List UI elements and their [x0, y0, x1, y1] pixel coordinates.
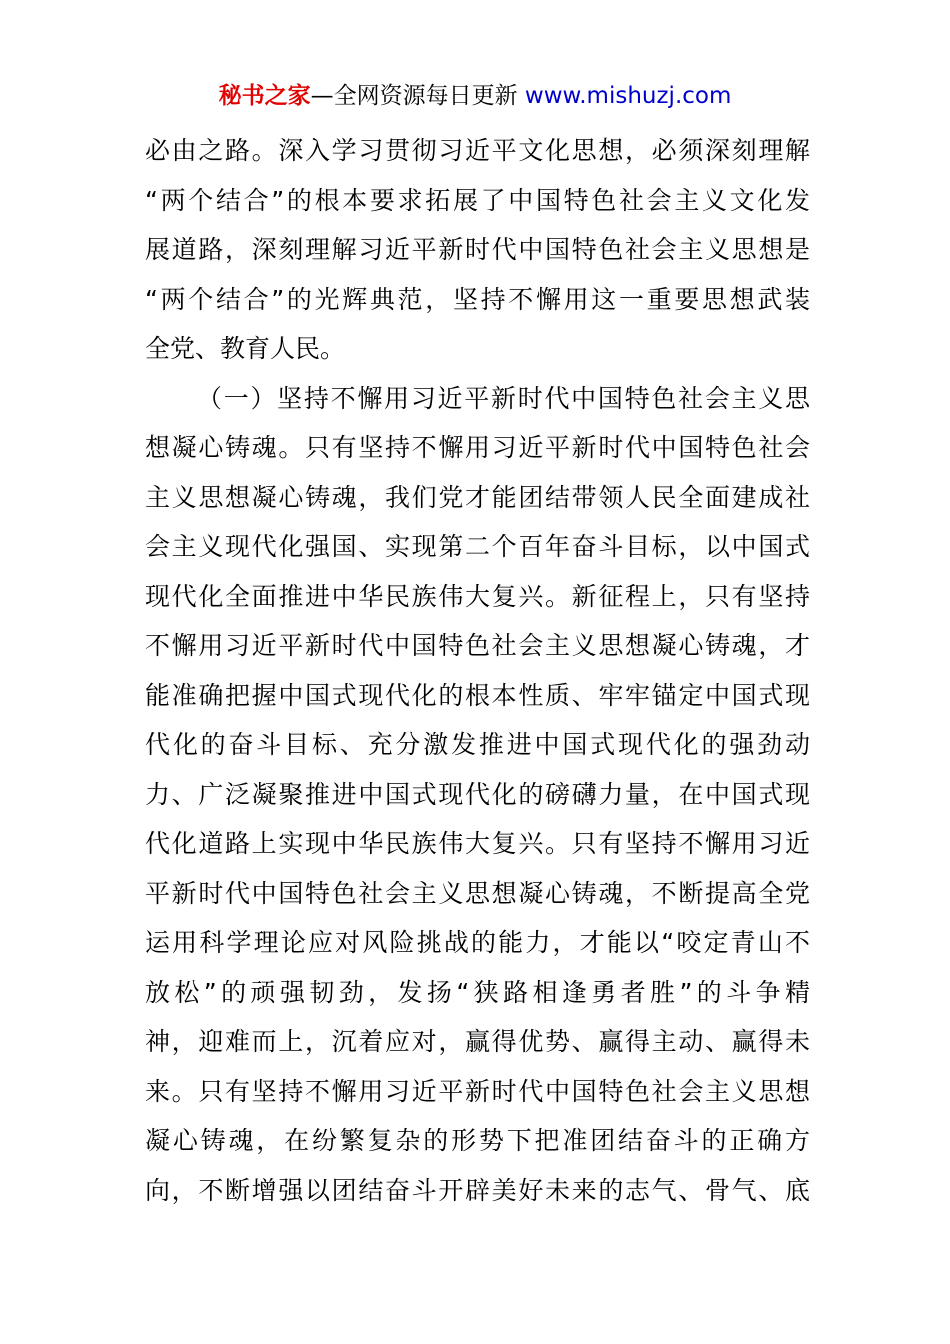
text-line: 主义思想凝心铸魂，我们党才能团结带领人民全面建成社 [145, 482, 810, 512]
site-tagline: —全网资源每日更新 [310, 83, 518, 109]
text-line: 神，迎难而上，沉着应对，赢得优势、赢得主动、赢得未 [145, 1027, 810, 1056]
text-line-paragraph-end: 全党、教育人民。 [145, 334, 346, 363]
text-line: 展道路，深刻理解习近平新时代中国特色社会主义思想是 [145, 235, 810, 264]
text-line: “两个结合”的光辉典范，坚持不懈用这一重要思想武装 [145, 284, 810, 314]
section-heading-line: （一）坚持不懈用习近平新时代中国特色社会主义思 [197, 383, 810, 413]
text-line: 向，不断增强以团结奋斗开辟美好未来的志气、骨气、底 [145, 1175, 810, 1205]
text-line: 必由之路。深入学习贯彻习近平文化思想，必须深刻理解 [145, 136, 810, 165]
text-line: 现代化全面推进中华民族伟大复兴。新征程上，只有坚持 [145, 581, 810, 611]
text-line: 代化的奋斗目标、充分激发推进中国式现代化的强劲动 [145, 730, 810, 759]
text-line: 凝心铸魂，在纷繁复杂的形势下把准团结奋斗的正确方 [145, 1126, 810, 1155]
text-line: 力、广泛凝聚推进中国式现代化的磅礴力量，在中国式现 [145, 779, 810, 809]
text-line: 代化道路上实现中华民族伟大复兴。只有坚持不懈用习近 [145, 829, 810, 858]
text-line: 不懈用习近平新时代中国特色社会主义思想凝心铸魂，才 [145, 631, 810, 660]
text-line: 能准确把握中国式现代化的根本性质、牢牢锚定中国式现 [145, 680, 810, 710]
text-line: 运用科学理论应对风险挑战的能力，才能以“咬定青山不 [145, 928, 810, 957]
text-line: 想凝心铸魂。只有坚持不懈用习近平新时代中国特色社会 [145, 433, 810, 462]
text-line: 会主义现代化强国、实现第二个百年奋斗目标，以中国式 [145, 532, 810, 561]
site-url-link[interactable]: www.mishuzj.com [524, 83, 732, 109]
text-line: 放松”的顽强韧劲，发扬“狭路相逢勇者胜”的斗争精 [145, 977, 810, 1007]
text-line: 平新时代中国特色社会主义思想凝心铸魂，不断提高全党 [145, 878, 810, 908]
document-body [145, 126, 810, 1215]
site-brand: 秘书之家 [218, 83, 311, 109]
page-header [0, 80, 950, 112]
text-line: 来。只有坚持不懈用习近平新时代中国特色社会主义思想 [145, 1076, 810, 1106]
text-line: “两个结合”的根本要求拓展了中国特色社会主义文化发 [145, 185, 810, 215]
